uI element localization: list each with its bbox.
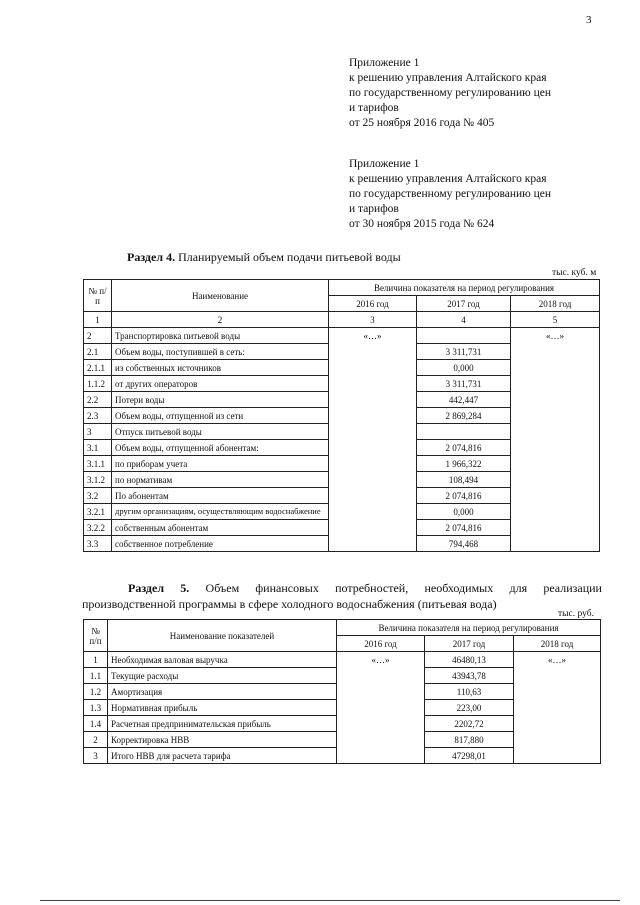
- cell-2017: 46480,13: [425, 652, 514, 668]
- row-name: по нормативам: [112, 472, 329, 488]
- table-row: [84, 344, 600, 360]
- cell-2018: [511, 456, 600, 472]
- appendix-line: к решению управления Алтайского края: [349, 72, 547, 84]
- cell-2016: [329, 344, 417, 360]
- table-row: [84, 668, 601, 684]
- row-name: от других операторов: [112, 376, 329, 392]
- row-num: 2.3: [84, 408, 112, 424]
- table-row: [84, 408, 600, 424]
- section5-title-bold: Раздел 5.: [128, 581, 190, 595]
- colnum-5: 5: [511, 312, 600, 328]
- row-name: Расчетная предпринимательская прибыль: [108, 716, 337, 732]
- cell-2018: [514, 684, 601, 700]
- cell-2017: 2 869,284: [417, 408, 511, 424]
- appendix-line: по государственному регулированию цен: [349, 87, 552, 99]
- cell-2018: [514, 716, 601, 732]
- header-name: Наименование показателей: [108, 620, 337, 652]
- cell-2017: [417, 424, 511, 440]
- appendix-current: [349, 56, 609, 131]
- cell-2017: 223,00: [425, 700, 514, 716]
- row-num: 2: [84, 328, 112, 344]
- row-num: 3.1.2: [84, 472, 112, 488]
- cell-2018: [511, 360, 600, 376]
- table-row: [84, 652, 601, 668]
- colnum-1: 1: [84, 312, 112, 328]
- cell-2018: [511, 536, 600, 552]
- row-name: Объем воды, поступившей в сеть:: [112, 344, 329, 360]
- cell-2016: [329, 520, 417, 536]
- header-period: Величина показателя на период регулирования: [337, 620, 601, 636]
- appendix-line: и тарифов: [349, 203, 399, 215]
- row-name: другим организациям, осуществляющим водоснабжение: [112, 504, 329, 520]
- table-row: [84, 392, 600, 408]
- table-row: [84, 360, 600, 376]
- cell-2018: «…»: [514, 652, 601, 668]
- appendix-title: Приложение 1: [349, 158, 420, 170]
- cell-2018: [511, 504, 600, 520]
- cell-2017: 3 311,731: [417, 344, 511, 360]
- row-num: 1: [84, 652, 108, 668]
- cell-2016: [329, 360, 417, 376]
- cell-2017: 442,447: [417, 392, 511, 408]
- cell-2017: 817,880: [425, 732, 514, 748]
- table-row: [84, 328, 600, 344]
- table-row: [84, 440, 600, 456]
- row-name: собственное потребление: [112, 536, 329, 552]
- table-row: [84, 472, 600, 488]
- cell-2017: 3 311,731: [417, 376, 511, 392]
- section5-title: [82, 581, 602, 612]
- cell-2018: [511, 376, 600, 392]
- cell-2017: 110,63: [425, 684, 514, 700]
- page-bottom-rule: [40, 900, 620, 901]
- cell-2018: [511, 440, 600, 456]
- cell-2018: [514, 732, 601, 748]
- cell-2018: [514, 668, 601, 684]
- cell-2016: [337, 748, 425, 764]
- table-row: [84, 504, 600, 520]
- cell-2018: [511, 392, 600, 408]
- row-num: 3.1.1: [84, 456, 112, 472]
- cell-2016: «…»: [337, 652, 425, 668]
- row-num: 2.2: [84, 392, 112, 408]
- cell-2017: 108,494: [417, 472, 511, 488]
- cell-2016: [329, 408, 417, 424]
- row-num: 2.1: [84, 344, 112, 360]
- appendix-line: по государственному регулированию цен: [349, 188, 552, 200]
- row-num: 3.3: [84, 536, 112, 552]
- row-num: 1.1.2: [84, 376, 112, 392]
- cell-2016: [329, 456, 417, 472]
- cell-2018: [511, 344, 600, 360]
- row-name: Нормативная прибыль: [108, 700, 337, 716]
- cell-2017: 0,000: [417, 360, 511, 376]
- header-2016: 2016 год: [337, 636, 425, 652]
- appendix-date: от 25 ноября 2016 года № 405: [349, 117, 495, 129]
- row-num: 3: [84, 748, 108, 764]
- table-row: [84, 376, 600, 392]
- section4-title: [127, 250, 401, 265]
- cell-2017: 794,468: [417, 536, 511, 552]
- row-num: 1.3: [84, 700, 108, 716]
- page-number: 3: [586, 14, 592, 26]
- table-row: [84, 520, 600, 536]
- cell-2016: [329, 392, 417, 408]
- header-2018: 2018 год: [511, 296, 600, 312]
- section4-title-bold: Раздел 4.: [127, 250, 176, 264]
- row-name: Итого НВВ для расчета тарифа: [108, 748, 337, 764]
- row-name: из собственных источников: [112, 360, 329, 376]
- cell-2016: [329, 536, 417, 552]
- table-row: [84, 488, 600, 504]
- cell-2018: [511, 488, 600, 504]
- cell-2017: 2202,72: [425, 716, 514, 732]
- row-name: Потери воды: [112, 392, 329, 408]
- row-num: 3.2: [84, 488, 112, 504]
- cell-2016: [329, 376, 417, 392]
- section4-units: тыс. куб. м: [552, 268, 597, 278]
- row-num: 3.2.1: [84, 504, 112, 520]
- cell-2016: [329, 488, 417, 504]
- table-row: [84, 716, 601, 732]
- cell-2017: 2 074,816: [417, 440, 511, 456]
- appendix-previous: [349, 157, 609, 232]
- cell-2017: 43943,78: [425, 668, 514, 684]
- cell-2016: [337, 732, 425, 748]
- row-name: Корректировка НВВ: [108, 732, 337, 748]
- row-name: Амортизация: [108, 684, 337, 700]
- cell-2018: [514, 748, 601, 764]
- cell-2017: 0,000: [417, 504, 511, 520]
- cell-2018: «…»: [511, 328, 600, 344]
- colnum-3: 3: [329, 312, 417, 328]
- row-name: Объем воды, отпущенной из сети: [112, 408, 329, 424]
- cell-2018: [511, 424, 600, 440]
- row-num: 1.4: [84, 716, 108, 732]
- cell-2017: 47298,01: [425, 748, 514, 764]
- section5-units: тыс. руб.: [558, 609, 594, 619]
- header-2018: 2018 год: [514, 636, 601, 652]
- cell-2016: [337, 716, 425, 732]
- header-2017: 2017 год: [425, 636, 514, 652]
- cell-2016: [329, 424, 417, 440]
- row-num: 1.1: [84, 668, 108, 684]
- table-row: [84, 732, 601, 748]
- table-row: [84, 700, 601, 716]
- cell-2016: [337, 684, 425, 700]
- row-name: Транспортировка питьевой воды: [112, 328, 329, 344]
- header-name: Наименование: [112, 280, 329, 312]
- header-num: № п/п: [84, 280, 112, 312]
- cell-2016: [337, 700, 425, 716]
- header-2016: 2016 год: [329, 296, 417, 312]
- cell-2016: [337, 668, 425, 684]
- cell-2017: 2 074,816: [417, 488, 511, 504]
- cell-2018: [511, 472, 600, 488]
- row-name: Текущие расходы: [108, 668, 337, 684]
- table-row: [84, 748, 601, 764]
- colnum-2: 2: [112, 312, 329, 328]
- table-row: [84, 536, 600, 552]
- row-name: Отпуск питьевой воды: [112, 424, 329, 440]
- cell-2018: [514, 700, 601, 716]
- row-name: Объем воды, отпущенной абонентам:: [112, 440, 329, 456]
- row-num: 2: [84, 732, 108, 748]
- header-period: Величина показателя на период регулирования: [329, 280, 600, 296]
- appendix-title: Приложение 1: [349, 57, 420, 69]
- row-name: по приборам учета: [112, 456, 329, 472]
- row-name: По абонентам: [112, 488, 329, 504]
- colnum-4: 4: [417, 312, 511, 328]
- table-row: [84, 424, 600, 440]
- cell-2017: 2 074,816: [417, 520, 511, 536]
- cell-2016: [329, 504, 417, 520]
- table-row: [84, 456, 600, 472]
- cell-2018: [511, 520, 600, 536]
- header-num: № п/п: [84, 620, 108, 652]
- cell-2016: [329, 440, 417, 456]
- section5-table: [83, 619, 601, 764]
- table-row: [84, 684, 601, 700]
- section5-title-text: Объем финансовых потребностей, необходимых для реализации производственной программы в сфере холодного водоснабжения (питьевая вода): [82, 581, 602, 611]
- appendix-line: и тарифов: [349, 102, 399, 114]
- row-name: собственным абонентам: [112, 520, 329, 536]
- appendix-date: от 30 ноября 2015 года № 624: [349, 218, 495, 230]
- appendix-line: к решению управления Алтайского края: [349, 173, 547, 185]
- cell-2016: «…»: [329, 328, 417, 344]
- cell-2016: [329, 472, 417, 488]
- row-num: 3.1: [84, 440, 112, 456]
- row-num: 3.2.2: [84, 520, 112, 536]
- section4-table: [83, 279, 600, 552]
- row-num: 2.1.1: [84, 360, 112, 376]
- row-name: Необходимая валовая выручка: [108, 652, 337, 668]
- cell-2017: [417, 328, 511, 344]
- section4-title-text: Планируемый объем подачи питьевой воды: [175, 250, 401, 264]
- cell-2018: [511, 408, 600, 424]
- row-num: 1.2: [84, 684, 108, 700]
- header-2017: 2017 год: [417, 296, 511, 312]
- cell-2017: 1 966,322: [417, 456, 511, 472]
- row-num: 3: [84, 424, 112, 440]
